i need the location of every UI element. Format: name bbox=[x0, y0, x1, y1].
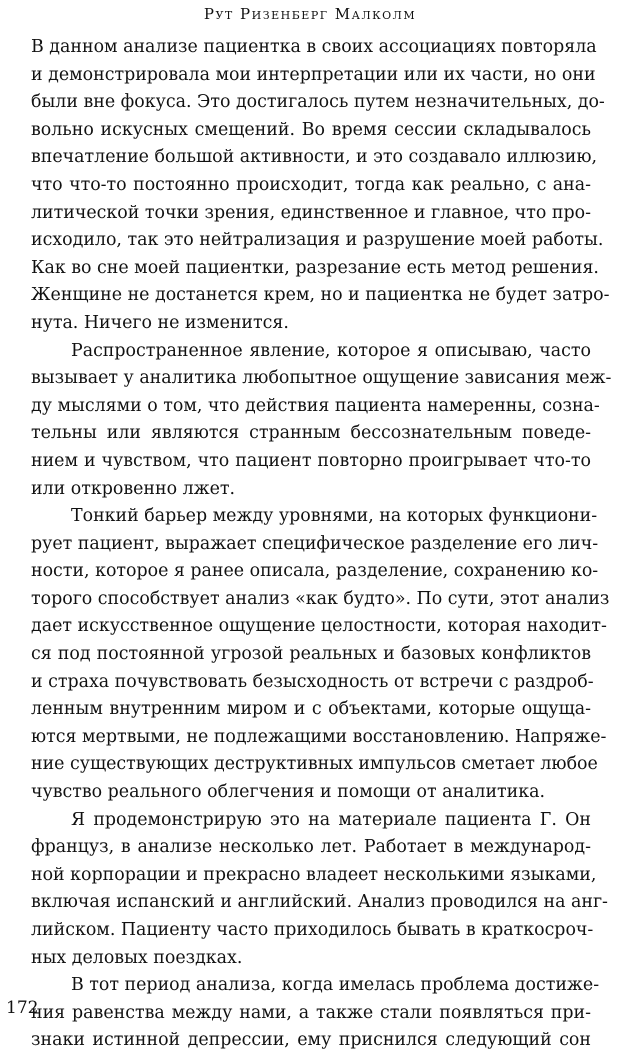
text-line: и страха почувствовать безысходность от встречи с раздроб- bbox=[31, 671, 594, 692]
text-line: нута. Ничего не изменится. bbox=[31, 312, 289, 333]
text-line: ности, которое я ранее описала, разделение, сохранению ко- bbox=[31, 561, 599, 582]
text-line: ных деловых поездках. bbox=[31, 947, 243, 968]
text-line: ленным внутренним миром и с объектами, которые ощуща- bbox=[31, 699, 591, 720]
text-line: ние существующих деструктивных импульсов сметает любое bbox=[31, 754, 598, 775]
text-line: были вне фокуса. Это достигалось путем незначительных, до- bbox=[31, 92, 605, 113]
text-line: впечатление большой активности, и это создавало иллюзию, bbox=[31, 147, 598, 168]
text-line: Распространенное явление, которое я описываю, часто bbox=[71, 340, 591, 361]
text-line: ся под постоянной угрозой реальных и базовых конфликтов bbox=[31, 644, 591, 665]
text-line: Тонкий барьер между уровнями, на которых функциони- bbox=[71, 506, 598, 527]
text-line: знаки истинной депрессии, ему приснился следующий сон bbox=[31, 1030, 591, 1051]
running-head: Рут Ризенберг Малколм bbox=[203, 5, 417, 23]
text-line: нием и чувством, что пациент повторно проигрывает что-то bbox=[31, 450, 591, 471]
text-line: лийском. Пациенту часто приходилось бывать в краткосроч- bbox=[31, 920, 594, 940]
text-line: вольно искусных смещений. Во время сессии складывалось bbox=[31, 119, 591, 140]
text-line: торого способствует анализ «как будто». По сути, этот анализ bbox=[31, 588, 610, 609]
paragraph-3 bbox=[31, 503, 610, 807]
body-text bbox=[31, 34, 612, 1055]
text-line: Женщине не достанется крем, но и пациентка не будет затро- bbox=[31, 285, 610, 306]
paragraph-2 bbox=[31, 338, 612, 504]
text-line: рует пациент, выражает специфическое разделение его лич- bbox=[31, 533, 599, 554]
paragraph-5 bbox=[31, 972, 600, 1055]
text-line: вызывает у аналитика любопытное ощущение зависания меж- bbox=[31, 368, 612, 389]
text-line: чувство реального облегчения и помощи от аналитика. bbox=[31, 782, 546, 803]
text-line: что что-то постоянно происходит, тогда как реально, с ана- bbox=[31, 174, 591, 195]
text-line: литической точки зрения, единственное и главное, что про- bbox=[31, 202, 591, 223]
page-number: 172 bbox=[6, 998, 39, 1018]
text-line: В тот период анализа, когда имелась проблема достиже- bbox=[71, 975, 600, 996]
text-line: француз, в анализе несколько лет. Работает в международ- bbox=[31, 837, 591, 858]
text-line: дает искусственное ощущение целостности, которая находит- bbox=[31, 616, 607, 637]
text-line: или откровенно лжет. bbox=[31, 478, 236, 499]
text-line: включая испанский и английский. Анализ проводился на анг- bbox=[31, 892, 608, 913]
text-line: тельны или являются странным бессознательным поведе- bbox=[31, 423, 591, 444]
paragraph-4 bbox=[31, 807, 608, 973]
text-line: В данном анализе пациентка в своих ассоциациях повторяла bbox=[31, 37, 597, 57]
text-line: исходило, так это нейтрализация и разрушение моей работы. bbox=[31, 230, 604, 251]
text-line: Как во сне моей пациентки, разрезание есть метод решения. bbox=[31, 257, 599, 278]
text-line: ной корпорации и прекрасно владеет несколькими языками, bbox=[31, 864, 597, 885]
paragraph-1 bbox=[31, 34, 610, 338]
text-line: ду мыслями о том, что действия пациента намеренны, созна- bbox=[31, 395, 600, 416]
text-line: Я продемонстрирую это на материале пациента Г. Он bbox=[71, 809, 591, 830]
text-line: ются мертвыми, не подлежащими восстановлению. Напряже- bbox=[31, 726, 607, 747]
text-line: ния равенства между нами, а также стали появляться при- bbox=[31, 1002, 591, 1023]
text-line: и демонстрировала мои интерпретации или их части, но они bbox=[31, 64, 596, 85]
